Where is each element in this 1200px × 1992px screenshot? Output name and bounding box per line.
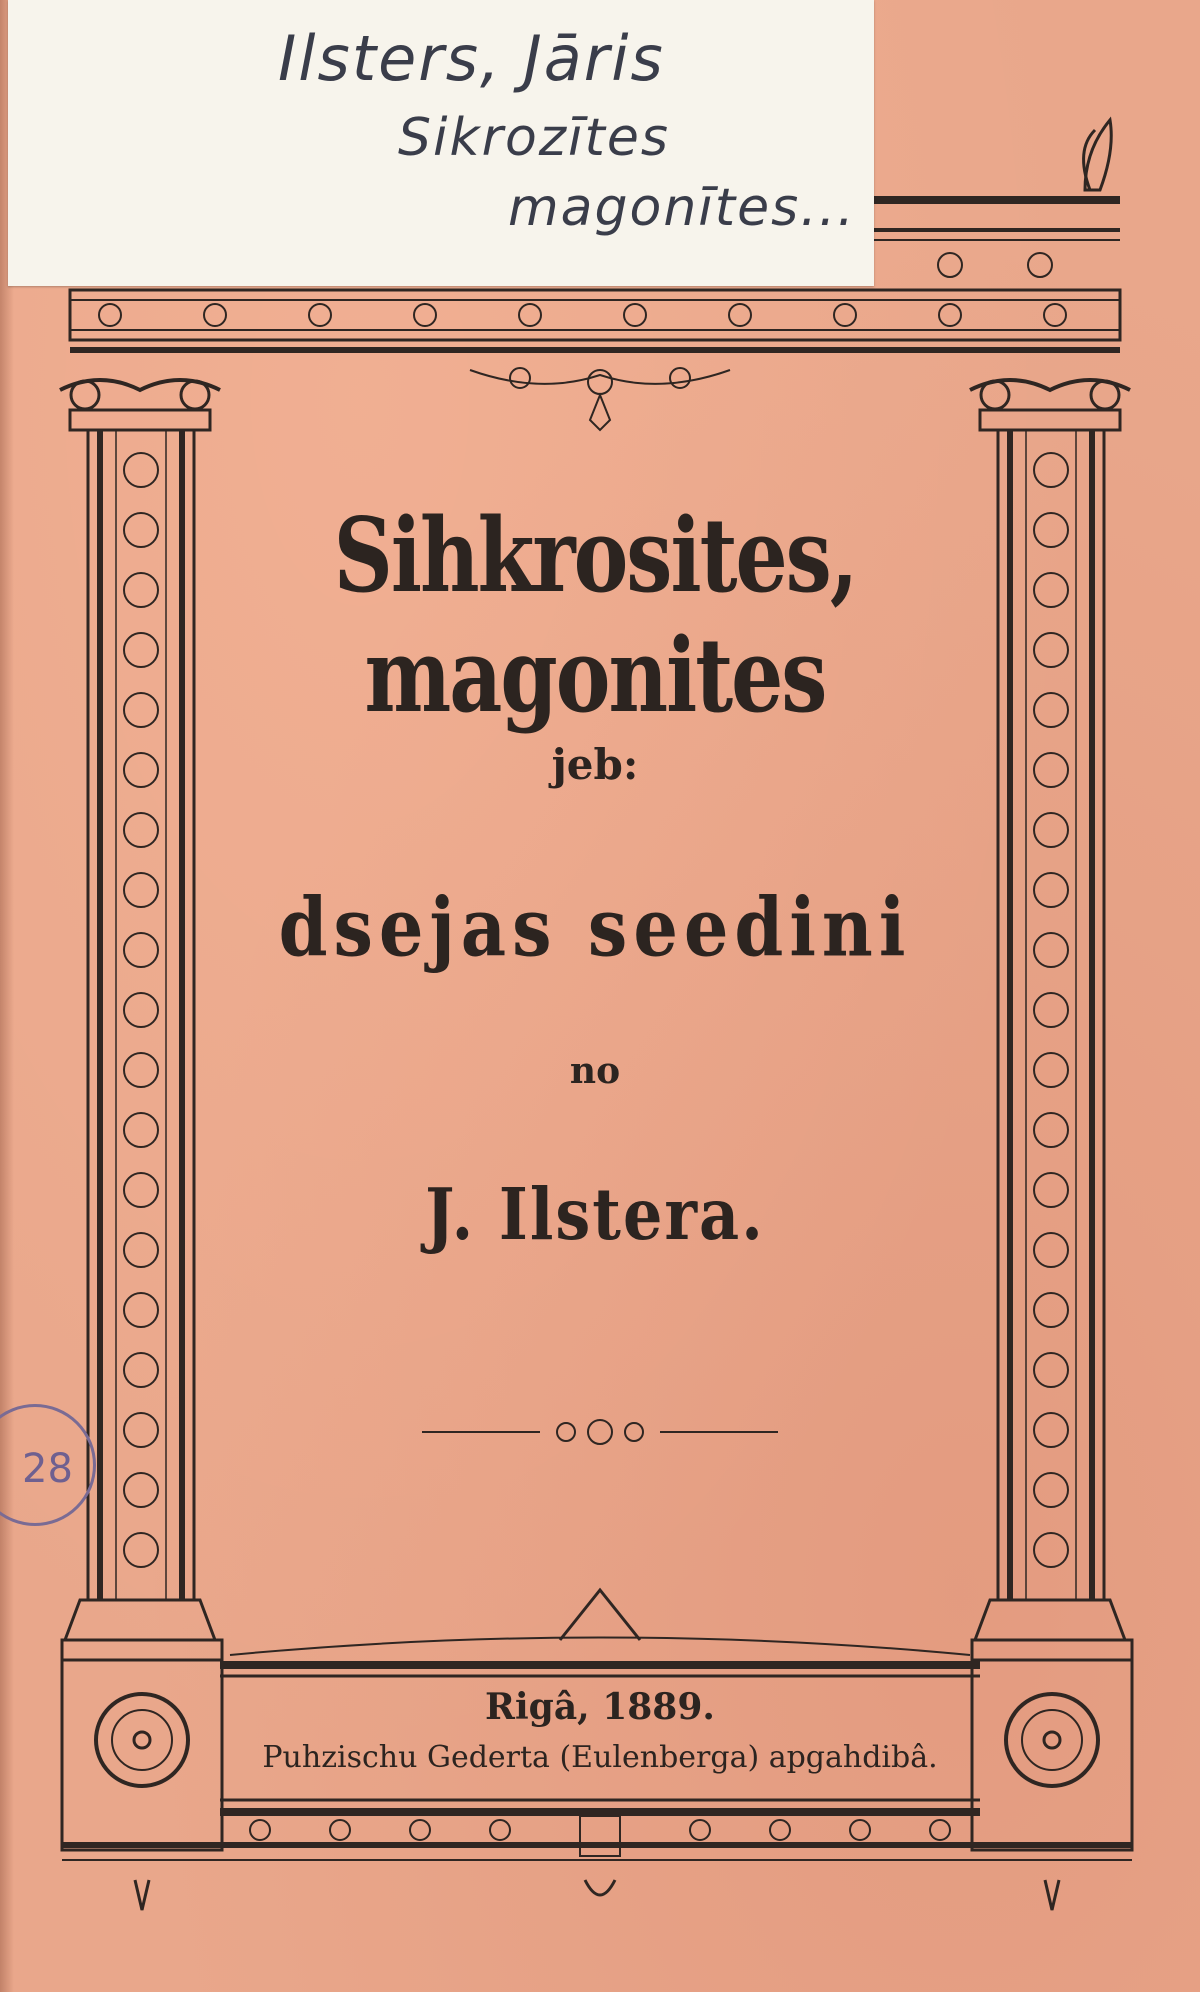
label-author-name: Ilsters, Jāris	[278, 22, 665, 95]
rosette-left	[96, 1694, 188, 1786]
right-column-beads	[1034, 453, 1068, 1567]
divider-ornament	[422, 1420, 778, 1444]
label-title-line-2: magonītes...	[508, 178, 856, 238]
title-connector: jeb:	[551, 740, 639, 789]
author-name: J. Ilstera.	[425, 1172, 765, 1257]
book-subtitle: dsejas seedini	[278, 879, 912, 976]
top-center-ornament	[470, 368, 730, 430]
imprint-publisher: Puhzischu Gederta (Eulenberga) apgahdibâ.	[262, 1740, 938, 1775]
rosette-right	[1006, 1694, 1098, 1786]
bottom-scrolls	[135, 1816, 1059, 1910]
label-title-line: Sikrozītes	[398, 108, 670, 168]
left-column-beads	[124, 453, 158, 1567]
byline-word: no	[569, 1050, 621, 1092]
imprint-place-year: Rigâ, 1889.	[485, 1686, 715, 1728]
stamp-number: 28	[22, 1446, 73, 1492]
book-title: Sihkrosites, magonites	[333, 496, 857, 736]
library-label	[8, 0, 874, 286]
acroterion-ornament	[1084, 120, 1112, 190]
